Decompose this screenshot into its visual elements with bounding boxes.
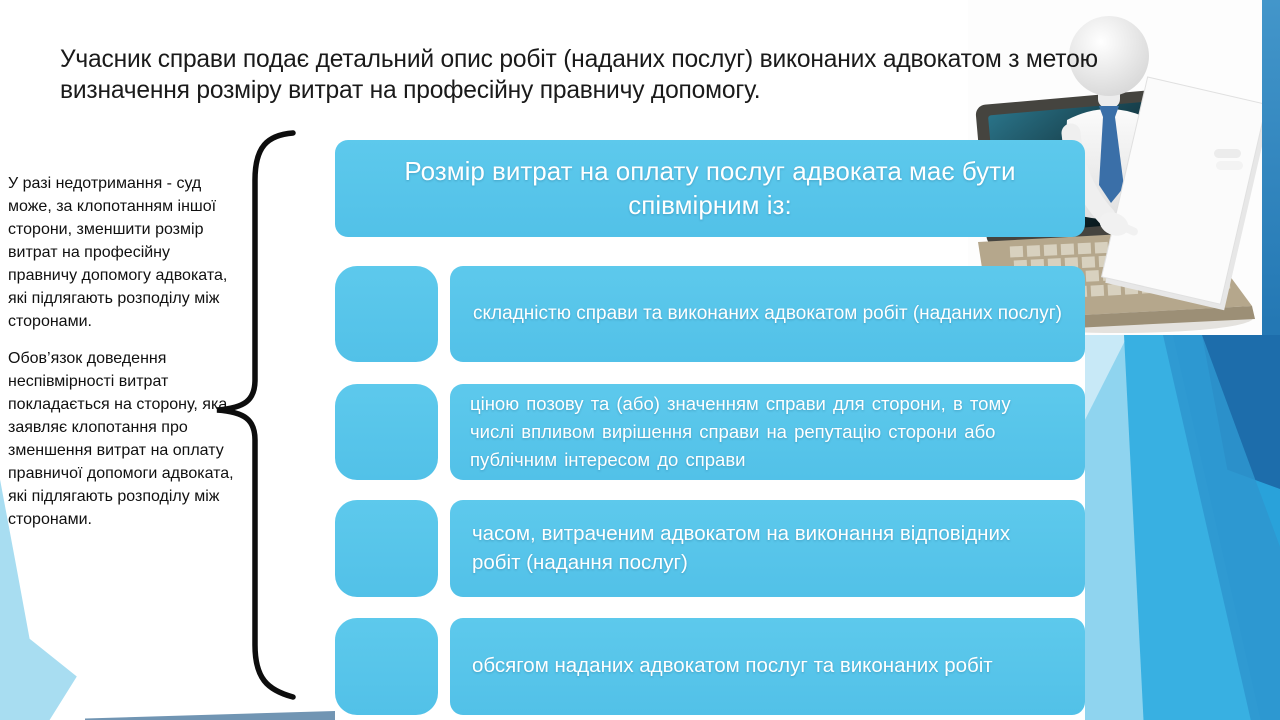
figure-right-hand [1214, 149, 1241, 158]
diagram-row [450, 384, 1085, 480]
diagram-row [450, 618, 1085, 715]
slide-title: Учасник справи подає детальний опис робіт (наданих послуг) виконаних адвокатом з метою визначення розміру витрат на професійну правничу допомогу. [60, 46, 1098, 105]
annotation-paragraph-1: У разі недотримання - суд може, за клопотанням іншої сторони, зменшити розмір витрат на професійну правничу допомогу адвоката, які підлягають розподілу між сторонами. [8, 175, 228, 331]
figure-right-hand [1216, 161, 1243, 170]
bottom-sliver-decoration [85, 710, 335, 720]
diagram-bullet-square [335, 384, 438, 480]
diagram-item-label: ціною позову та (або) значенням справи для сторони, в тому числі впливом вирішення справи на репутацію сторони або публічним інтересом до справи [470, 393, 1011, 470]
diagram-bullet-square [335, 266, 438, 362]
diagram-item-label: складністю справи та виконаних адвокатом робіт (наданих послуг) [473, 303, 1062, 325]
diagram-bullet-square [335, 618, 438, 715]
diagram-item-label: обсягом наданих адвокатом послуг та виконаних робіт [472, 654, 993, 678]
diagram-row [450, 500, 1085, 597]
diagram-row [450, 266, 1085, 362]
left-brace-shape [205, 125, 305, 705]
corner-triangles-decoration [1085, 335, 1280, 720]
diagram-header-label: Розмір витрат на оплату послуг адвоката має бути співмірним із: [404, 155, 1016, 220]
left-annotation [8, 172, 238, 545]
annotation-paragraph-2: Обов’язок доведення неспівмірності витрат покладається на сторону, яка заявляє клопотання про зменшення витрат на оплату правничої допомоги адвоката, які підлягають розподілу між сторонами. [8, 350, 234, 529]
diagram-header-box [335, 140, 1085, 237]
diagram-item-label: часом, витраченим адвокатом на виконання відповідних робіт (надання послуг) [472, 521, 1011, 574]
diagram-bullet-square [335, 500, 438, 597]
